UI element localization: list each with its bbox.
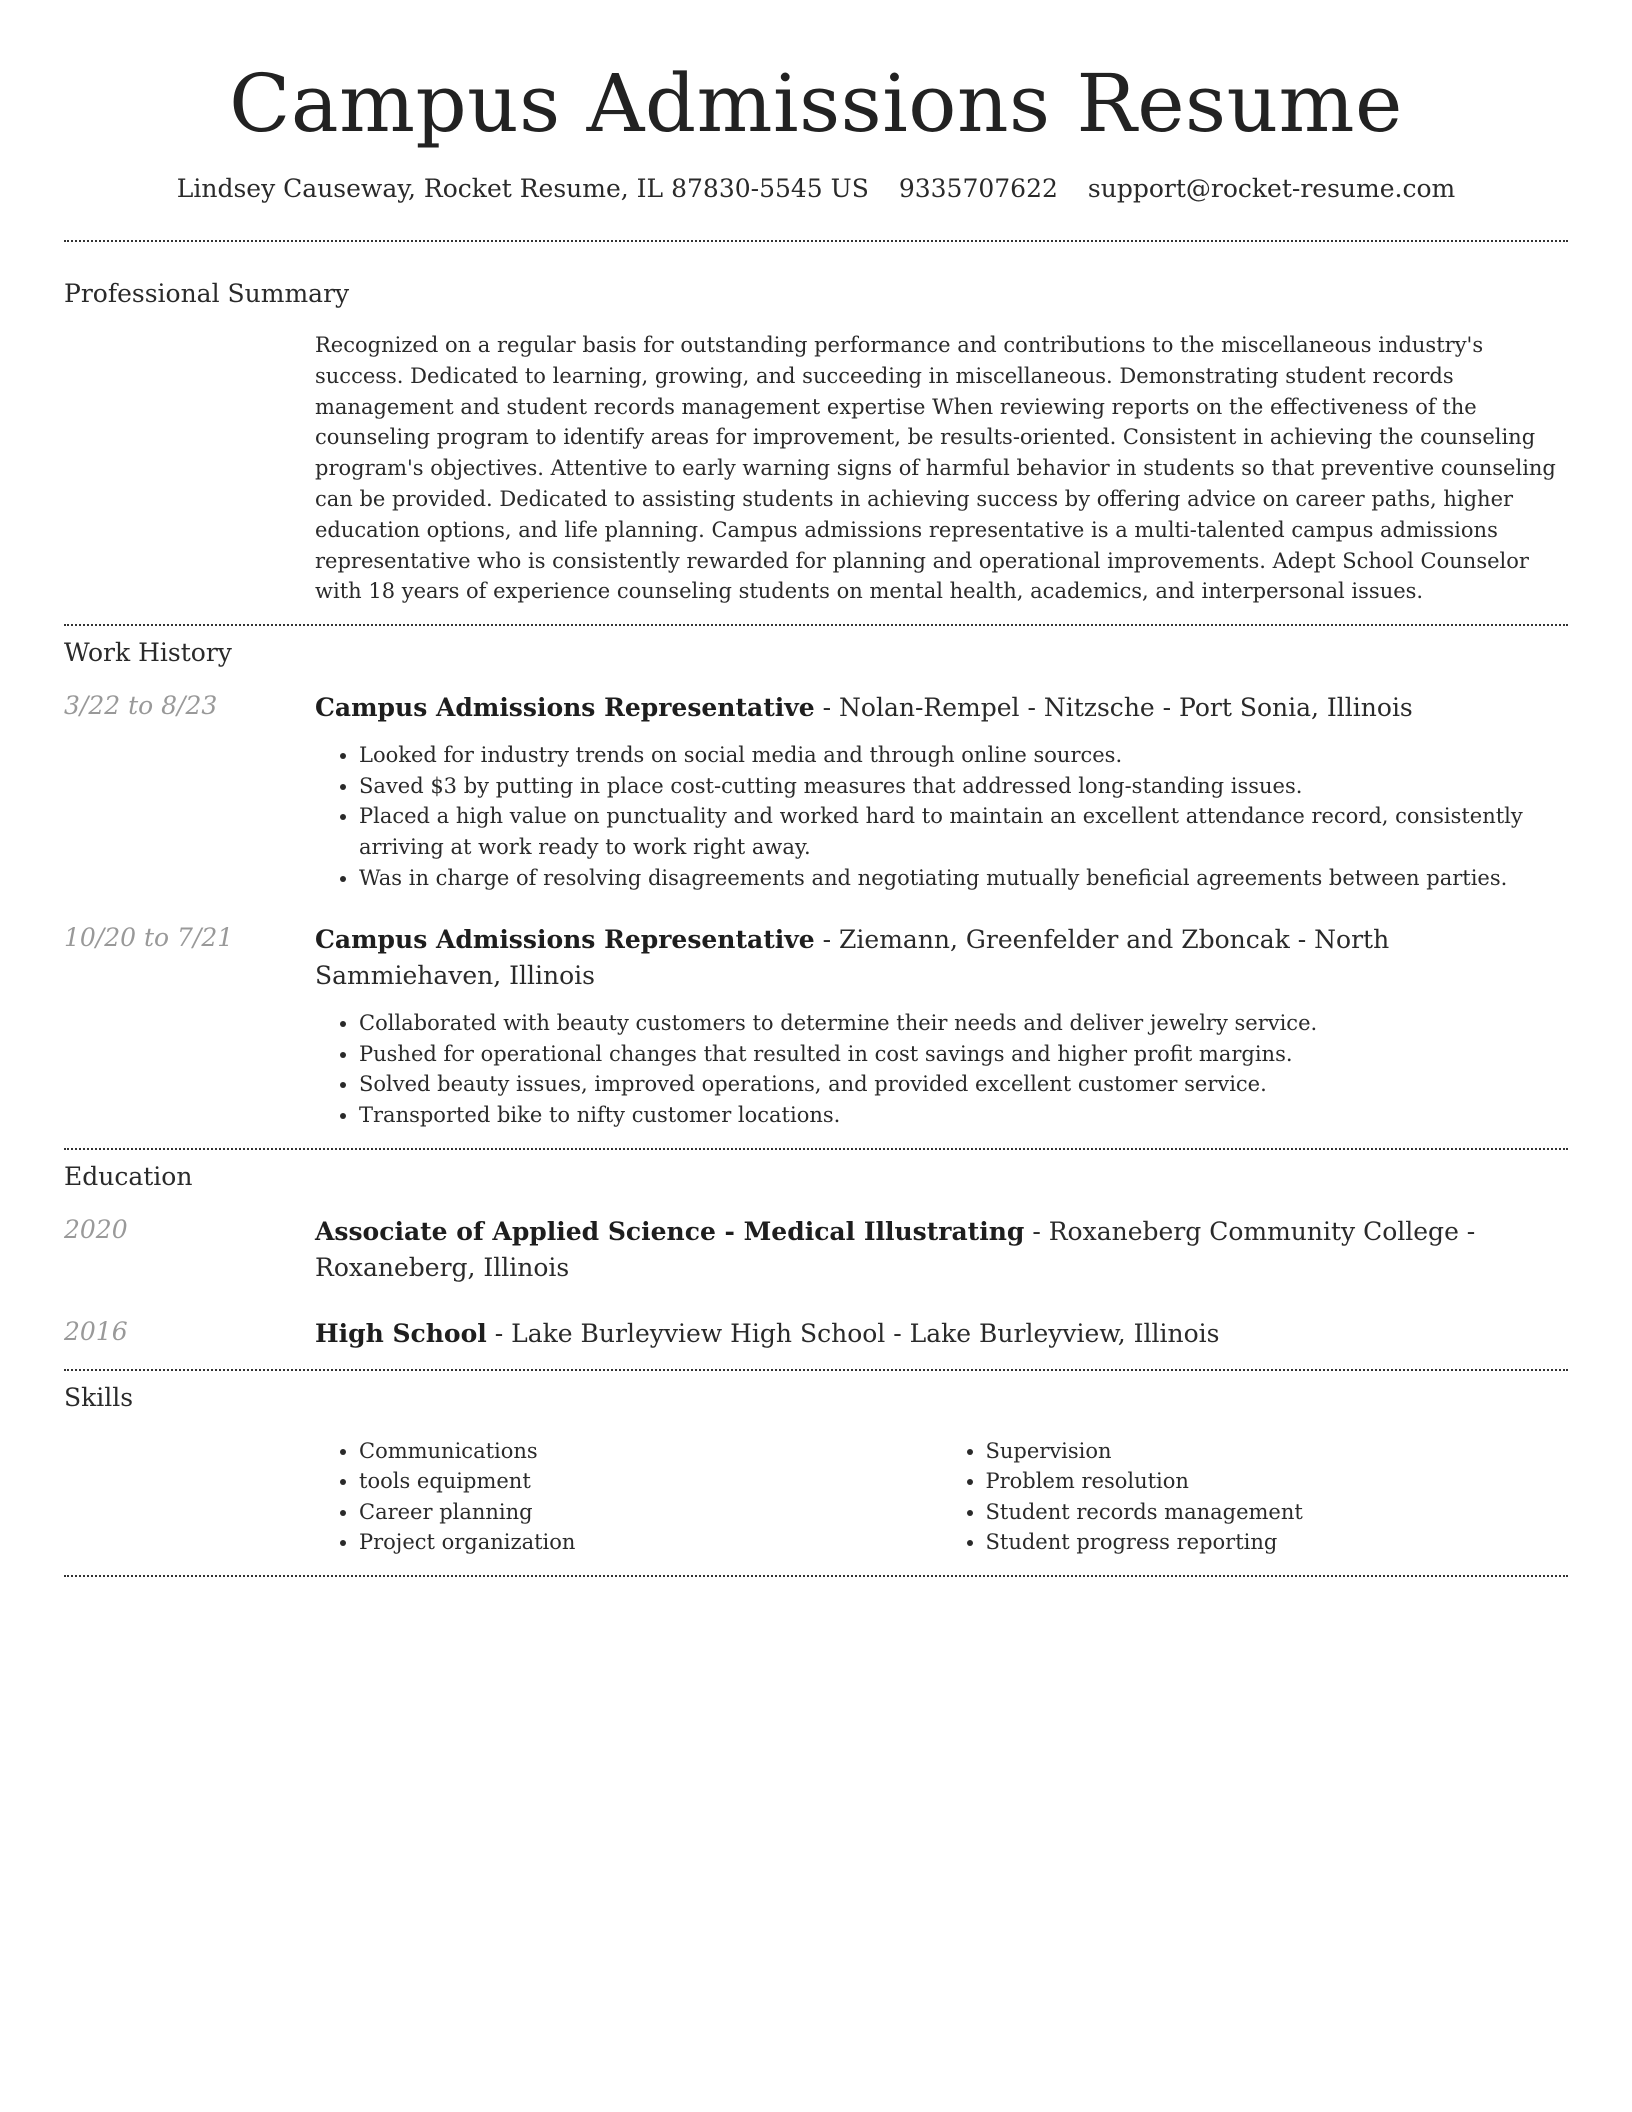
skill-item: • Communications — [359, 1436, 942, 1467]
skills-section — [64, 1371, 1568, 1558]
job-entry — [64, 922, 1568, 1130]
summary-spacer — [64, 330, 315, 607]
list-item: • Placed a high value on punctuality and worked hard to maintain an excellent attendance record, consistently arriving at work ready to work right away. — [359, 801, 1568, 862]
education-year: 2016 — [64, 1316, 128, 1346]
resume-title: Campus Admissions Resume — [229, 57, 1403, 150]
education-entry — [64, 1316, 1568, 1352]
education-heading-line — [315, 1214, 1568, 1286]
skills-list-left — [315, 1436, 942, 1558]
skill-item: • Project organization — [359, 1527, 942, 1558]
list-item: • Solved beauty issues, improved operations, and provided excellent customer service. — [359, 1069, 1568, 1100]
summary-text: Recognized on a regular basis for outstanding performance and contributions to the miscellaneous industry's success. Dedicated to learning, growing, and succeeding in miscellaneous. Demonstrating student records management and student records management expertise When reviewing reports on the effectiveness of the counseling program to identify areas for improvement, be results-oriented. Consistent in achieving the counseling program's objectives. Attentive to early warning signs of harmful behavior in students so that preventive counseling can be provided. Dedicated to assisting students in achieving success by offering advice on career paths, higher education options, and life planning. Campus admissions representative is a multi-talented campus admissions representative who is consistently rewarded for planning and operational improvements. Adept School Counselor with 18 years of experience counseling students on mental health, academics, and interpersonal issues. — [315, 333, 1556, 604]
education-year: 2020 — [64, 1214, 128, 1244]
job-role: Campus Admissions Representative — [315, 693, 815, 723]
education-entry — [64, 1214, 1568, 1286]
contact-phone: 9335707622 — [898, 174, 1058, 203]
skills-heading: Skills — [64, 1382, 134, 1412]
skills-grid — [315, 1436, 1568, 1558]
summary-heading: Professional Summary — [64, 279, 350, 308]
list-item: • Looked for industry trends on social media and through online sources. — [359, 740, 1568, 771]
skill-item: • Student progress reporting — [986, 1527, 1569, 1558]
education-heading-line — [315, 1316, 1568, 1352]
contact-line — [64, 172, 1568, 206]
education-details: - Lake Burleyview High School - Lake Burleyview, Illinois — [486, 1318, 1220, 1348]
education-degree: High School — [315, 1318, 487, 1348]
skill-item: • tools equipment — [359, 1466, 942, 1497]
list-item: • Pushed for operational changes that resulted in cost savings and higher profit margins. — [359, 1039, 1568, 1070]
skills-list-right — [942, 1436, 1569, 1558]
job-role: Campus Admissions Representative — [315, 925, 815, 955]
skill-item: • Student records management — [986, 1497, 1569, 1528]
education-degree: Associate of Applied Science - Medical Illustrating — [315, 1216, 1025, 1246]
work-section — [64, 626, 1568, 1130]
divider — [64, 1575, 1568, 1577]
list-item: • Transported bike to nifty customer locations. — [359, 1100, 1568, 1131]
job-entry — [64, 690, 1568, 893]
job-dates: 3/22 to 8/23 — [64, 691, 218, 721]
job-bullets — [315, 1008, 1568, 1130]
education-details: - Roxaneberg Community College - Roxaneberg, Illinois — [315, 1216, 1476, 1282]
job-dates: 10/20 to 7/21 — [64, 923, 234, 953]
job-heading — [315, 922, 1568, 994]
job-heading — [315, 690, 1568, 726]
list-item: • Was in charge of resolving disagreements and negotiating mutually beneficial agreements between parties. — [359, 863, 1568, 894]
summary-section — [64, 242, 1568, 607]
job-details: - Nolan-Rempel - Nitzsche - Port Sonia, Illinois — [814, 693, 1413, 723]
list-item: • Saved $3 by putting in place cost-cutting measures that addressed long-standing issues. — [359, 771, 1568, 802]
list-item: • Collaborated with beauty customers to determine their needs and deliver jewelry service. — [359, 1008, 1568, 1039]
contact-address: Lindsey Causeway, Rocket Resume, IL 87830-5545 US — [176, 174, 869, 203]
job-details: - Ziemann, Greenfelder and Zboncak - North Sammiehaven, Illinois — [315, 925, 1390, 991]
skill-item: • Problem resolution — [986, 1466, 1569, 1497]
contact-email: support@rocket-resume.com — [1087, 174, 1456, 203]
job-bullets — [315, 740, 1568, 893]
skill-item: • Career planning — [359, 1497, 942, 1528]
education-section — [64, 1150, 1568, 1352]
education-heading: Education — [64, 1161, 193, 1191]
skill-item: • Supervision — [986, 1436, 1569, 1467]
work-heading: Work History — [64, 638, 232, 668]
skills-spacer — [64, 1436, 315, 1558]
